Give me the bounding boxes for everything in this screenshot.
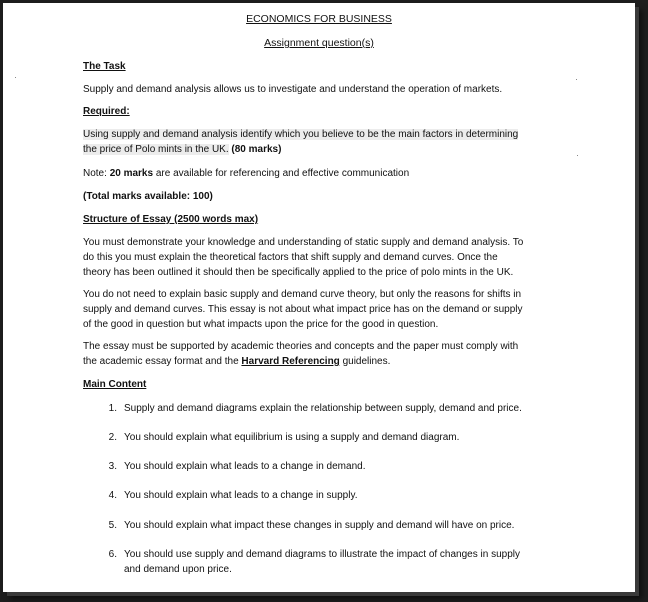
- paragraph-3-tail: guidelines.: [339, 356, 391, 367]
- required-text: [83, 127, 543, 157]
- paragraph-1-line: You must demonstrate your knowledge and understanding of static supply and demand analysis. To: [83, 237, 524, 248]
- task-text: Supply and demand analysis allows us to investigate and understand the operation of markets.: [83, 84, 503, 95]
- paragraph-1-line: do this you must explain the theoretical factors that shift supply and demand curves. Once the: [83, 252, 498, 263]
- required-marks: (80 marks): [228, 144, 282, 155]
- scan-speck: [577, 155, 578, 156]
- paragraph-1-line: theory has been outlined it should then be specifically applied to the price of polo mints in the UK.: [83, 267, 514, 278]
- note-text: [83, 166, 543, 181]
- structure-heading: Structure of Essay (2500 words max): [83, 214, 259, 225]
- document-subtitle: Assignment question(s): [264, 37, 374, 49]
- required-line-1: Using supply and demand analysis identify which you believe to be the main factors in determining: [83, 129, 519, 140]
- paragraph-2-line: supply and demand curves. This essay is not about what impact price has on the demand or supply: [83, 304, 523, 315]
- note-marks: 20 marks: [109, 168, 154, 179]
- required-heading: Required:: [83, 106, 130, 117]
- task-heading: The Task: [83, 61, 126, 72]
- paragraph-3: [83, 339, 543, 369]
- main-content-heading: Main Content: [83, 379, 147, 390]
- list-item-text: You should explain what impact these changes in supply and demand will have on price.: [124, 520, 515, 531]
- list-item-line: You should use supply and demand diagrams to illustrate the impact of changes in supply: [124, 549, 520, 560]
- list-item-number: 2.: [108, 432, 117, 443]
- list-item-text: You should explain what leads to a change in supply.: [124, 490, 358, 501]
- list-item-text: [124, 547, 544, 577]
- harvard-referencing-link: Harvard Referencing: [241, 356, 340, 367]
- list-item-number: 4.: [108, 490, 117, 501]
- list-item-number: 3.: [108, 461, 117, 472]
- list-item-number: 6.: [108, 549, 117, 560]
- list-item-text: Supply and demand diagrams explain the relationship between supply, demand and price.: [124, 403, 522, 414]
- paragraph-2-line: of the good in question but what impacts upon the price for the good in question.: [83, 319, 439, 330]
- scan-speck: [576, 79, 577, 80]
- note-prefix: Note:: [83, 168, 110, 179]
- list-item-text: You should explain what leads to a change in demand.: [124, 461, 366, 472]
- paragraph-3-line: the academic essay format and the: [83, 356, 242, 367]
- total-marks: (Total marks available: 100): [83, 191, 213, 202]
- paragraph-1: [83, 235, 543, 280]
- paragraph-2: [83, 287, 543, 332]
- note-suffix: are available for referencing and effective communication: [153, 168, 410, 179]
- list-item-line: and demand upon price.: [124, 564, 232, 575]
- required-line-2: the price of Polo mints in the UK.: [83, 144, 229, 155]
- scan-speck: [15, 77, 16, 78]
- list-item-number: 5.: [108, 520, 117, 531]
- paragraph-2-line: You do not need to explain basic supply and demand curve theory, but only the reasons for shifts in: [83, 289, 522, 300]
- document-page: [3, 3, 635, 592]
- paragraph-3-line: The essay must be supported by academic theories and concepts and the paper must comply with: [83, 341, 519, 352]
- list-item-number: 1.: [108, 403, 117, 414]
- list-item-text: You should explain what equilibrium is using a supply and demand diagram.: [124, 432, 460, 443]
- document-title: ECONOMICS FOR BUSINESS: [246, 13, 392, 25]
